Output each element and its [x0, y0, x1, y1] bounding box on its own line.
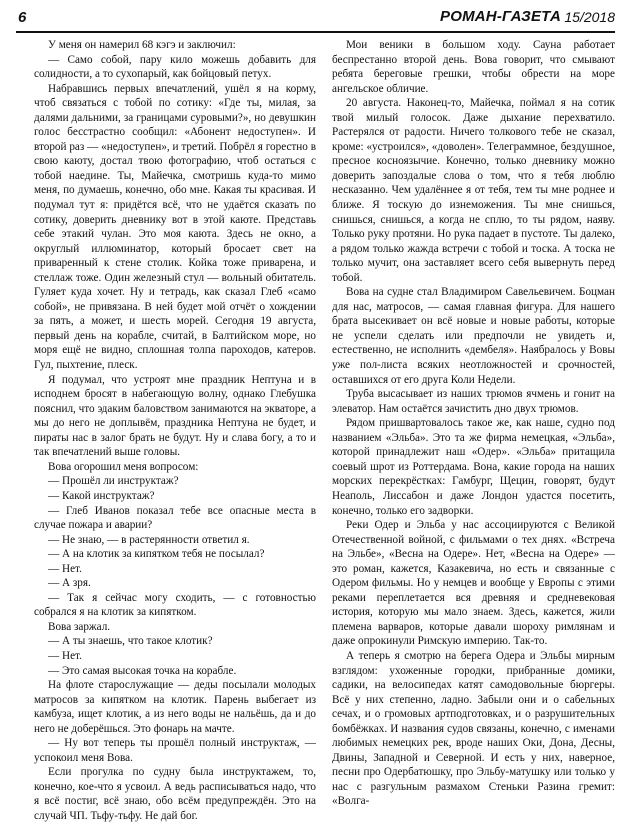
paragraph: Вова заржал. — [48, 620, 111, 633]
paragraph: Вова на судне стал Владимиром Савельевичем. Боцман для нас, матросов, — самая главная фигура. Для нашего брата высекивает он всё новые и новые работы, которые не успели сделать или предпочли не увидеть и, естественно, не исполнить «дембеля». Наябралось у Вовы уже пол-листа всяких неотложностей и срочностей, оставшихся от его друга Коли Недели. — [332, 286, 615, 386]
paragraph: Труба высасывает из наших трюмов ячмень и гонит на элеватор. Нам остаётся зачистить дно двух трюмов. — [332, 388, 615, 415]
right-column — [332, 38, 615, 809]
page-number: 6 — [18, 9, 27, 26]
paragraph: — Это самая высокая точка на корабле. — [48, 664, 237, 677]
paragraph: А теперь я смотрю на берега Одера и Эльбы мирным взглядом: ухоженные городки, прибранные домики, садики, на велосипедах катят самодовольные бюргеры. Всё у них степенно, ладно. Забыли они и о сабельных сечах, и о громовых артподготовках, и о разрушительных бомбёжках. И названия судов связаны, конечно, с именами любимых немецких рек, вроде наших Оки, Дона, Десны, Двины, Западной и Северной. И есть у них, наверное, песни про Одербатюшку, про Эльбу-матушку или только у нас с разгульным размахом Стеньки Разина гремит: «Волга- — [332, 649, 615, 808]
page-header — [16, 8, 615, 30]
paragraph: — Какой инструктаж? — [48, 489, 155, 502]
left-column — [34, 38, 316, 824]
paragraph: У меня он намерил 68 кэгэ и заключил: — [48, 39, 236, 51]
paragraph: — А на клотик за кипятком тебя не посылал? — [48, 548, 265, 561]
journal-title: РОМАН-ГАЗЕТА — [440, 8, 562, 25]
paragraph: — Так я сейчас могу сходить, — с готовностью собрался я на клотик за кипятком. — [34, 591, 316, 619]
header-rule — [16, 31, 615, 33]
paragraph: — Ну вот теперь ты прошёл полный инструктаж, — успокоил меня Вова. — [34, 737, 316, 764]
paragraph: Мои веники в большом ходу. Сауна работает беспрестанно второй день. Вова говорит, что смывают ребята береговые грешки, чтобы обрести на море ангельское обличие. — [332, 39, 615, 95]
paragraph: Набравшись первых впечатлений, ушёл я на корму, чтоб связаться с тобой по сотику: «Где ты, милая, за далями дальними, за границами суровыми?», но девушкин голос бесстрастно сообщил: «Абонент недоступен». И второй раз — «недоступен», и третий. Побрёл я горестно в свою каюту, достал твою фотографию, чтоб остаться с тобой наедине. Ты, Майечка, смотришь куда-то мимо меня, по думаешь, конечно, обо мне. Какая ты красивая. И подумал тут я: придётся всё, что не удаётся сказать по сотику, доверить дневнику вот в этой каюте. Представь себе этакий чулан. Это моя каюта. Здесь не окно, а округлый иллюминатор, который бросает свет на приваренный к стене столик. Койка тоже приварена, и стеллаж тоже. Один железный стул — вольный обитатель. Гуляет куда хочет. Ну и тетрадь, как сказал Глеб «само собой», не привязана. В ней будет мой отчёт о хождении за пять, а может, и шесть морей. Сегодня 19 августа, первый день на корабле, считай, в Балтийском море, но моря ещё не видно, сплошная толпа пароходов, катеров. Гул, пыхтение, плеск. — [34, 82, 316, 372]
paragraph: Если прогулка по судну была инструктажем, то, конечно, кое-что я усвоил. А ведь расписываться надо, что я всё постиг, всё знаю, обо всём предупреждён. Это на случай ЧП. Тьфу-тьфу. Не дай бог. — [34, 766, 316, 822]
paragraph: Рядом пришвартовалось такое же, как наше, судно под названием «Эльба». Это та же фирма немецкая, «Эльба», которой принадлежит наш «Одер». «Эльба» притащила соевый шрот из Роттердама. Вона, какие города на наших морских перекрёстках: Гамбург, Щецин, говорят, будут Неаполь, Лиссабон и даже Лондон удастся посетить, конечно, только его задворки. — [332, 417, 615, 517]
paragraph: — Нет. — [48, 649, 82, 662]
paragraph: Я подумал, что устроят мне праздник Нептуна и в исподнем бросят в набегающую волну, однако Глебушка пояснил, что эдаким баловством занимаются на экваторе, а мы до него не доплывём, праздника Нептуна не будет, и пираты нас в залог брать не будут. Ну и слава богу, а то и так впечатлений выше головы. — [34, 373, 316, 459]
paragraph: 20 августа. Наконец-то, Майечка, поймал я на сотик твой милый голосок. Даже дыхание перехватило. Растерялся от радости. Ничего толкового тебе не сказал, кроме: «устроился», «доволен». Телеграммное, бездушное, пресное косноязычие. Конечно, только дневнику можно доверить запоздалые слова о том, что я тебя люблю несказанно. Чем удалённее я от тебя, тем ты мне роднее и ближе. Я тоскую до изнеможения. Ты мне снишься, снишься, снишься, а когда не сплю, то ты рядом, наяву. Только руку протяни. Но рука падает в пустоте. Ты далеко, а рядом только жажда встречи с тобой и тоска. А тоска не только мучит, она заставляет всего себя вывернуть перед тобой. — [332, 97, 615, 284]
paragraph: — Не знаю, — в растерянности ответил я. — [48, 533, 250, 546]
paragraph: — Нет. — [48, 562, 82, 575]
paragraph: — А зря. — [48, 577, 91, 590]
paragraph: Вова огорошил меня вопросом: — [48, 460, 199, 473]
paragraph: — Само собой, пару кило можешь добавить для солидности, а то сухопарый, как бойцовый петух. — [34, 53, 316, 81]
paragraph: На флоте старослужащие — деды посылали молодых матросов за кипятком на клотик. Парень выбегает из камбуза, ищет клотик, а из него воды не нальёшь, да и до него не доберёшься. Это фонарь на мачте. — [34, 679, 316, 735]
paragraph: — Глеб Иванов показал тебе все опасные места в случае пожара и аварии? — [34, 504, 316, 532]
issue-number: 15/2018 — [564, 9, 615, 25]
paragraph: Реки Одер и Эльба у нас ассоциируются с Великой Отечественной войной, с фильмами о тех днях. «Встреча на Эльбе», «Весна на Одере». Нет, «Весна на Одере» — это роман, кажется, Казакевича, но есть и связанные с Одером фильмы. Но у немцев и вообще у Европы с этими реками переплетается вся древняя и средневековая история, которую мы мало знаем. Здесь, кажется, жили племена варваров, которые давали шороху римлянам и даже опрокинули Римскую империю. Так-то. — [332, 519, 615, 648]
paragraph: — А ты знаешь, что такое клотик? — [48, 635, 213, 648]
paragraph: — Прошёл ли инструктаж? — [48, 475, 179, 488]
